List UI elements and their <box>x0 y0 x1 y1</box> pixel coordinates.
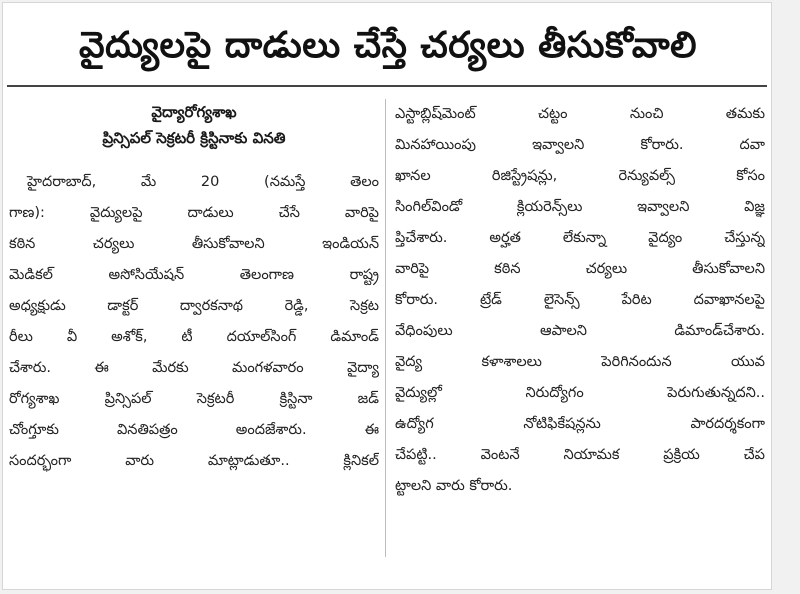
newspaper-clipping <box>2 2 772 590</box>
body-line: చోంగ్తూకు వినతిపత్రం అందజేశారు. ఈ <box>9 422 379 438</box>
headline: వైద్యులపై దాడులు చేస్తే చర్యలు తీసుకోవాలి <box>78 25 698 66</box>
left-column <box>9 99 379 477</box>
body-line: రీలు వీ అశోక్, టీ దయాల్‌సింగ్ డిమాండ్ <box>9 329 379 345</box>
body-line: వేధింపులు ఆపాలని డిమాండ్‌చేశారు. <box>395 323 765 339</box>
subheadline-petition: ప్రిన్సిపల్ సెక్రటరీ క్రిస్టినాకు వినతి <box>102 129 286 147</box>
body-line: గాణ): వైద్యులపై దాడులు చేసే వారిపై <box>9 205 379 221</box>
body-line: వారిపై కఠిన చర్యలు తీసుకోవాలని <box>395 261 765 277</box>
right-column <box>395 99 765 502</box>
body-line: చేశారు. ఈ మేరకు మంగళవారం వైద్యా <box>9 360 379 376</box>
subheadline-department: వైద్యారోగ్యశాఖ <box>151 103 237 121</box>
body-line: ఖానల రిజిస్ట్రేషన్లు, రెన్యువల్స్ కోసం <box>395 168 765 184</box>
body-line: వైద్యుల్లో నిరుద్యోగం పెరుగుతున్నదని.. <box>395 385 765 401</box>
body-line: ట్టాలని వారు కోరారు. <box>395 478 513 494</box>
headline-rule <box>7 85 767 87</box>
body-line: మినహాయింపు ఇవ్వాలని కోరారు. దవా <box>395 137 765 153</box>
body-line: ఉద్యోగ నోటిఫికేషన్లను పారదర్శకంగా <box>395 416 765 432</box>
body-line: ప్తిచేశారు. అర్హత లేకున్నా వైద్యం చేస్తున్న <box>395 230 765 246</box>
body-line: హైదరాబాద్, మే 20 (నమస్తే తెలం <box>27 174 379 190</box>
body-line: మెడికల్ అసోసియేషన్ తెలంగాణ రాష్ట్ర <box>9 267 379 283</box>
body-line: చేపట్టి.. వెంటనే నియామక ప్రక్రియ చేప <box>395 447 765 463</box>
body-line: వైద్య కళాశాలలు పెరిగినందున యువ <box>395 354 765 370</box>
body-line: రోగ్యశాఖ ప్రిన్సిపల్ సెక్రటరీ క్రిస్టినా జడ్ <box>9 391 379 407</box>
column-divider <box>385 99 386 557</box>
body-line: ఎస్టాబ్లిష్‌మెంట్ చట్టం నుంచి తమకు <box>395 106 765 122</box>
body-line: అధ్యక్షుడు డాక్టర్ ద్వారకనాథ రెడ్డి, సెక్రట <box>9 298 379 314</box>
body-line: కఠిన చర్యలు తీసుకోవాలని ఇండియన్ <box>9 236 379 252</box>
body-line: కోరారు. ట్రేడ్ లైసెన్స్ పేరిట దవాఖానలపై <box>395 292 765 308</box>
subheadline-block <box>9 99 379 151</box>
body-line: సింగిల్‌విండో క్లియరెన్స్‌లు ఇవ్వాలని విజ్ఞ <box>395 199 765 215</box>
body-line: సందర్భంగా వారు మాట్లాడుతూ.. క్లినికల్ <box>9 453 379 469</box>
